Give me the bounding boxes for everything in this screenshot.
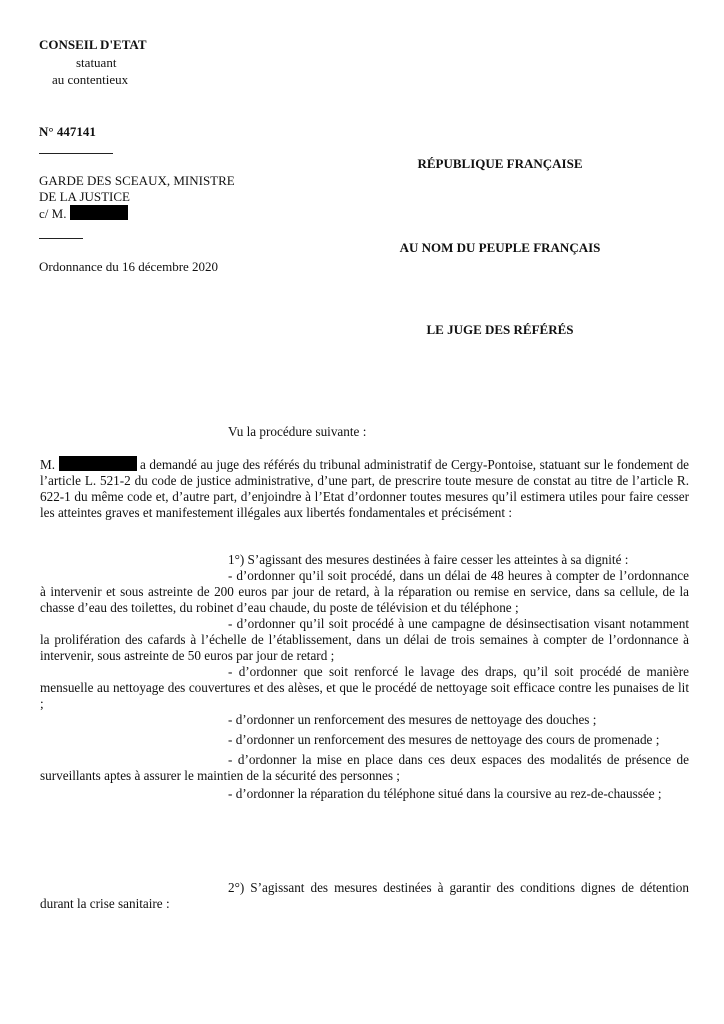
list-item: - d’ordonner la réparation du téléphone situé dans la coursive au rez-de-chaussée ; bbox=[228, 786, 662, 801]
court-name: CONSEIL D'ETAT bbox=[39, 37, 147, 52]
section-2-block bbox=[40, 880, 689, 912]
measures-list bbox=[40, 568, 689, 802]
divider-1 bbox=[39, 153, 113, 154]
document-body bbox=[40, 456, 689, 521]
list-item: - d’ordonner un renforcement des mesures de nettoyage des douches ; bbox=[228, 712, 597, 727]
list-item: - d’ordonner la mise en place dans ces deux espaces des modalités de présence de surveillants aptes à assurer le maintien de la sécurité des personnes ; bbox=[40, 752, 689, 783]
au-nom-heading: AU NOM DU PEUPLE FRANÇAIS bbox=[399, 240, 601, 255]
vu-procedure: Vu la procédure suivante : bbox=[228, 424, 367, 439]
section-1-heading: 1°) S’agissant des mesures destinées à faire cesser les atteintes à sa dignité : bbox=[228, 552, 629, 567]
party-line-3 bbox=[39, 205, 235, 222]
divider-2 bbox=[39, 238, 83, 239]
ordonnance-date: Ordonnance du 16 décembre 2020 bbox=[39, 259, 219, 274]
court-sub-statuant: statuant bbox=[76, 55, 117, 70]
court-sub-contentieux: au contentieux bbox=[52, 72, 129, 87]
parties bbox=[39, 173, 235, 222]
redaction-box bbox=[70, 205, 128, 220]
intro-paragraph bbox=[40, 456, 689, 521]
party-line-3-text: c/ M. bbox=[39, 206, 67, 221]
republique-heading: RÉPUBLIQUE FRANÇAISE bbox=[417, 156, 583, 171]
party-line-1: GARDE DES SCEAUX, MINISTRE bbox=[39, 173, 235, 188]
intro-m: M. bbox=[40, 457, 56, 472]
intro-text: a demandé au juge des référés du tribunal administratif de Cergy-Pontoise, statuant sur le fondement de l’article L. 521-2 du code de justice administrative, d’une part, de prescrire toute mesure de constat au titre de l’article R. 622-1 du même code et, d’autre part, d’enjoindre à l’Etat d’ordonner toutes mesures qu’il estimera utiles pour faire cesser les atteintes graves et manifestement illégales aux libertés fondamentales et précisément : bbox=[40, 457, 690, 520]
list-item: - d’ordonner qu’il soit procédé, dans un délai de 48 heures à compter de l’ordonnance à intervenir et sous astreinte de 200 euros par jour de retard, à la réparation ou remise en service, dans sa cellule, de la chasse d’eau des toilettes, du robinet d’eau chaude, du poste de télévision et du téléphone ; bbox=[40, 568, 689, 615]
list-item: - d’ordonner qu’il soit procédé à une campagne de désinsectisation visant notamment la prolifération des cafards à l’échelle de l’établissement, dans un délai de trois semaines à compter de l’ordonnance à intervenir, sous astreinte de 50 euros par jour de retard ; bbox=[40, 616, 689, 663]
redaction-box bbox=[59, 456, 137, 471]
list-item: - d’ordonner que soit renforcé le lavage des draps, qu’il soit procédé de manière mensuelle au nettoyage des couvertures et des alèses, et que le procédé de nettoyage soit efficace contre les punaises de lit ; bbox=[40, 664, 689, 711]
section-1-block bbox=[40, 552, 689, 568]
party-line-2: DE LA JUSTICE bbox=[39, 189, 130, 204]
list-item: - d’ordonner un renforcement des mesures de nettoyage des cours de promenade ; bbox=[228, 732, 660, 747]
juge-heading: LE JUGE DES RÉFÉRÉS bbox=[426, 322, 574, 337]
case-number: N° 447141 bbox=[39, 124, 96, 139]
section-2-heading: 2°) S’agissant des mesures destinées à garantir des conditions dignes de détention durant la crise sanitaire : bbox=[40, 880, 689, 911]
